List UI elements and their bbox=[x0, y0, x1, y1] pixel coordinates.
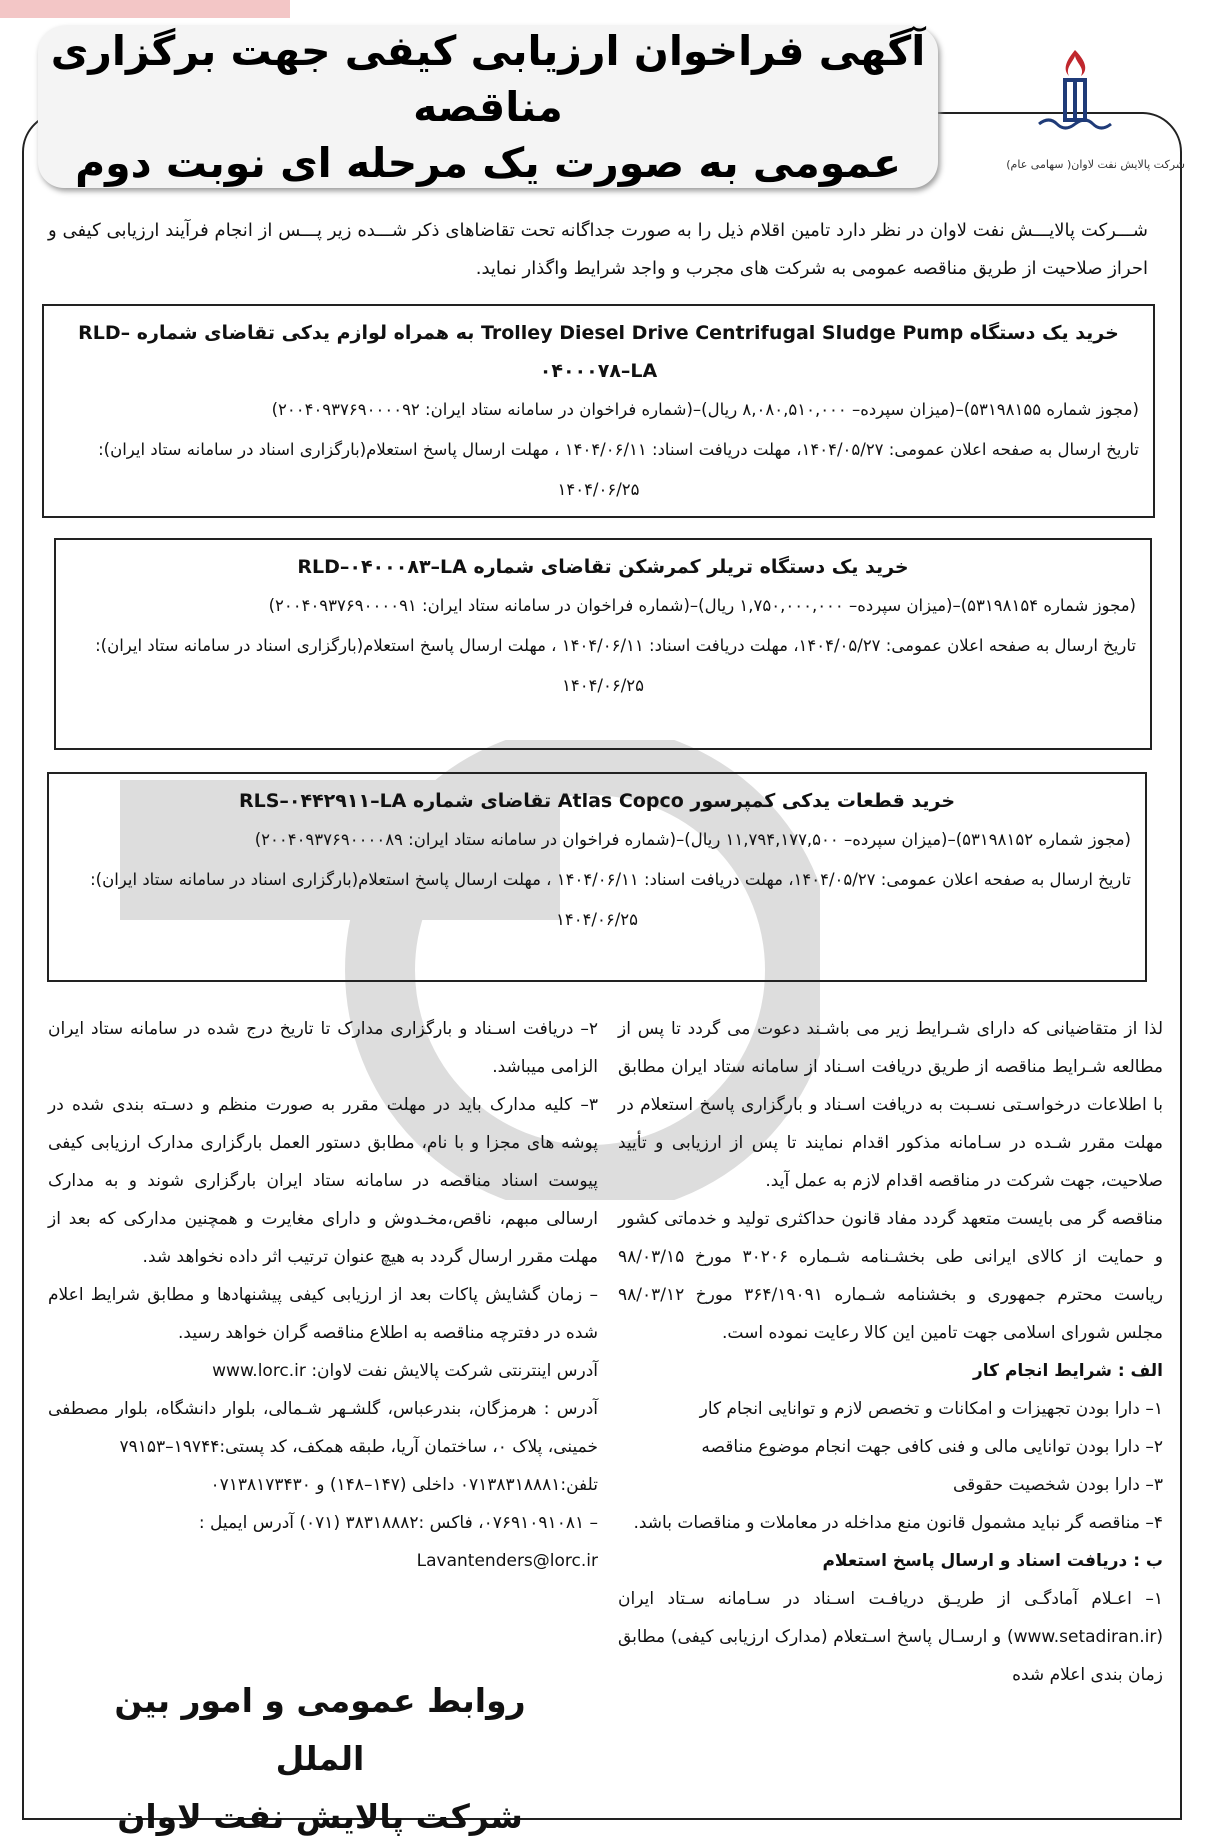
tender-dates-1: تاریخ ارسال به صفحه اعلان عمومی: ۱۴۰۴/۰۵/۲۷، مهلت دریافت اسناد: ۱۴۰۴/۰۶/۱۱ ، مهلت ارسال پاسخ استعلام(بارگزاری اسناد در سامانه ستاد ایران): bbox=[98, 440, 1139, 459]
footer-line-1: روابط عمومی و امور بین الملل bbox=[114, 1681, 526, 1778]
left-column bbox=[48, 1010, 598, 1580]
right-column bbox=[618, 1010, 1163, 1694]
email-link[interactable]: Lavantenders@lorc.ir bbox=[416, 1551, 598, 1571]
torn-corner bbox=[0, 0, 290, 18]
condition-1: ۱– دارا بودن تجهیزات و امکانات و تخصص لازم و توانایی انجام کار bbox=[699, 1399, 1163, 1419]
tender-deadline-1: ۱۴۰۴/۰۶/۲۵ bbox=[557, 480, 640, 499]
email-line bbox=[48, 1542, 598, 1580]
tender-permit-3: (مجوز شماره ۵۳۱۹۸۱۵۲)–(میزان سپرده– ۱۱,۷۹۴,۱۷۷,۵۰۰ ریال)–(شماره فراخوان در سامانه ستاد ایران: ۲۰۰۴۰۹۳۷۶۹۰۰۰۰۸۹) bbox=[254, 830, 1131, 849]
condition-3: ۳– دارا بودن شخصیت حقوقی bbox=[952, 1475, 1163, 1495]
address-line: آدرس : هرمزگان، بندرعباس، گلشـهر شـمالی، بلوار دانشگاه، بلوار مصطفی خمینی، پلاک ۰، ساختمان آریا، طبقه همکف، کد پستی:۱۹۷۴۴–۷۹۱۵۳ bbox=[48, 1399, 598, 1457]
title-box bbox=[38, 26, 938, 188]
website-link[interactable]: www.lorc.ir bbox=[212, 1361, 306, 1381]
procedure-1: ۱– اعـلام آمادگـی از طریـق دریافـت اسـناد در سـامانه سـتاد ایران (www.setadiran.ir) و ارسـال پاسخ اسـتعلام (مدارک ارزیابی کیفی) مطابق زمان بندی اعلام شده bbox=[618, 1589, 1163, 1685]
condition-2: ۲– دارا بودن توانایی مالی و فنی کافی جهت انجام موضوع مناقصه bbox=[701, 1437, 1163, 1457]
footer-signature bbox=[80, 1672, 560, 1846]
procedure-3: ۳– کلیه مدارک باید در مهلت مقرر به صورت منظم و دسـته بندی شده در پوشه های مجزا و با نام، مطابق دستور العمل بارگزاری مدارک ارزیابی کیفی پیوست اسناد مناقصه در سامانه ستاد ایران بارگزاری شوند و به مدارک ارسالی مبهم، ناقص،مخـدوش و دارای مغایرت و همچنین مدارکی که بعد از مهلت مقرر ارسال گردد به هیچ عنوان ترتیب اثر داده نخواهد شد. bbox=[48, 1095, 598, 1267]
website-label: آدرس اینترنتی شرکت پالایش نفت لاوان: bbox=[311, 1361, 598, 1381]
procedure-4: – زمان گشایش پاکات بعد از ارزیابی کیفی پیشنهادها و مطابق شرایط اعلام شده در دفترچه مناقصه به اطلاع مناقصه گران خواهد رسید. bbox=[48, 1285, 598, 1343]
intro-paragraph: شـــرکت پالایـــش نفت لاوان در نظر دارد تامین اقلام ذیل را به صورت جداگانه تحت تقاضاهای ذکر شـــده زیر پـــس از انجام فرآیند ارزیابی کیفی و احراز صلاحیت از طریق مناقصه عمومی به شرکت های مجرب و واجد شرایط واگذار نماید. bbox=[48, 220, 1148, 279]
condition-4: ۴– مناقصه گر نباید مشمول قانون منع مداخله در معاملات و مناقصات باشد. bbox=[633, 1513, 1163, 1533]
company-logo-icon bbox=[1035, 46, 1115, 136]
company-caption: شرکت پالایش نفت لاوان( سهامی عام) bbox=[1006, 158, 1185, 171]
tender-permit-1: (مجوز شماره ۵۳۱۹۸۱۵۵)–(میزان سپرده– ۸,۰۸۰,۵۱۰,۰۰۰ ریال)–(شماره فراخوان در سامانه ستاد ایران: ۲۰۰۴۰۹۳۷۶۹۰۰۰۰۹۲) bbox=[271, 400, 1139, 419]
tender-title-2: خرید یک دستگاه تریلر کمرشکن تقاضای شماره RLD–۰۴۰۰۰۸۳–LA bbox=[297, 556, 909, 578]
procedure-2: ۲– دریافت اسـناد و بارگزاری مدارک تا تاریخ درج شده در سامانه ستاد ایران الزامی میباشد. bbox=[48, 1019, 598, 1077]
title-line-1: آگهی فراخوان ارزیابی کیفی جهت برگزاری مناقصه bbox=[50, 27, 926, 131]
title-line-2: عمومی به صورت یک مرحله ای نوبت دوم bbox=[75, 139, 901, 187]
tender-permit-2: (مجوز شماره ۵۳۱۹۸۱۵۴)–(میزان سپرده– ۱,۷۵۰,۰۰۰,۰۰۰ ریال)–(شماره فراخوان در سامانه ستاد ایران: ۲۰۰۴۰۹۳۷۶۹۰۰۰۰۹۱) bbox=[268, 596, 1136, 615]
conditions-intro: لذا از متقاضیانی که دارای شـرایط زیر می باشـند دعوت می گردد تا پس از مطالعه شـرایط مناقصه از طریق دریافت اسـناد از سامانه ستاد ایران مطابق با اطلاعات درخواسـتی نسـبت به دریافت اسـناد و بارگزاری پاسخ استعلام در مهلت مقرر شـده در سـامانه مذکور اقدام نمایند تا پس از ارزیابی و تأیید صلاحیت، جهت شرکت در مناقصه اقدام لازم به عمل آید. bbox=[618, 1019, 1163, 1191]
tender-title-3: خرید قطعات یدکی کمپرسور Atlas Copco تقاضای شماره RLS–۰۴۴۲۹۱۱–LA bbox=[238, 790, 956, 812]
tender-deadline-3: ۱۴۰۴/۰۶/۲۵ bbox=[555, 910, 639, 929]
tender-dates-3: تاریخ ارسال به صفحه اعلان عمومی: ۱۴۰۴/۰۵/۲۷، مهلت دریافت اسناد: ۱۴۰۴/۰۶/۱۱ ، مهلت ارسال پاسخ استعلام(بارگزاری اسناد در سامانه ستاد ایران): bbox=[90, 870, 1131, 889]
phone-line: تلفن:۰۷۱۳۸۳۱۸۸۸۱ داخلی (۱۴۷–۱۴۸) و ۰۷۱۳۸۱۷۳۴۳۰ bbox=[210, 1475, 598, 1495]
tender-deadline-2: ۱۴۰۴/۰۶/۲۵ bbox=[561, 676, 645, 695]
tender-title-1: خرید یک دستگاه Trolley Diesel Drive Centrifugal Sludge Pump به همراه لوازم یدکی تقاضای شماره RLD–۰۴۰۰۰۷۸–LA bbox=[78, 322, 1119, 382]
law-commitment: مناقصه گر می بایست متعهد گردد مفاد قانون حداکثری تولید و خدماتی کشور و حمایت از کالای ایرانی طی بخشـنامه شـماره ۳۰۲۰۶ مورخ ۹۸/۰۳/۱۵ ریاست محترم جمهوری و بخشنامه شـماره ۳۶۴/۱۹۰۹۱ مورخ ۹۸/۰۳/۱۲ مجلس شورای اسلامی جهت تامین این کالا رعایت نموده است. bbox=[618, 1209, 1163, 1343]
tender-box-1 bbox=[42, 304, 1155, 518]
tender-box-2 bbox=[54, 538, 1152, 750]
fax-line: – ۰۷۶۹۱۰۹۱۰۸۱، فاکس :۳۸۳۱۸۸۸۲ (۰۷۱) آدرس ایمیل : bbox=[198, 1513, 598, 1533]
tender-dates-2: تاریخ ارسال به صفحه اعلان عمومی: ۱۴۰۴/۰۵/۲۷، مهلت دریافت اسناد: ۱۴۰۴/۰۶/۱۱ ، مهلت ارسال پاسخ استعلام(بارگزاری اسناد در سامانه ستاد ایران): bbox=[95, 636, 1136, 655]
footer-line-2: شرکت پالایش نفت لاوان bbox=[117, 1797, 523, 1836]
website-line bbox=[48, 1352, 598, 1390]
section-a-heading: الف : شرایط انجام کار bbox=[973, 1361, 1163, 1381]
tender-box-3 bbox=[47, 772, 1147, 982]
section-b-heading: ب : دریافت اسناد و ارسال پاسخ استعلام bbox=[822, 1551, 1163, 1571]
